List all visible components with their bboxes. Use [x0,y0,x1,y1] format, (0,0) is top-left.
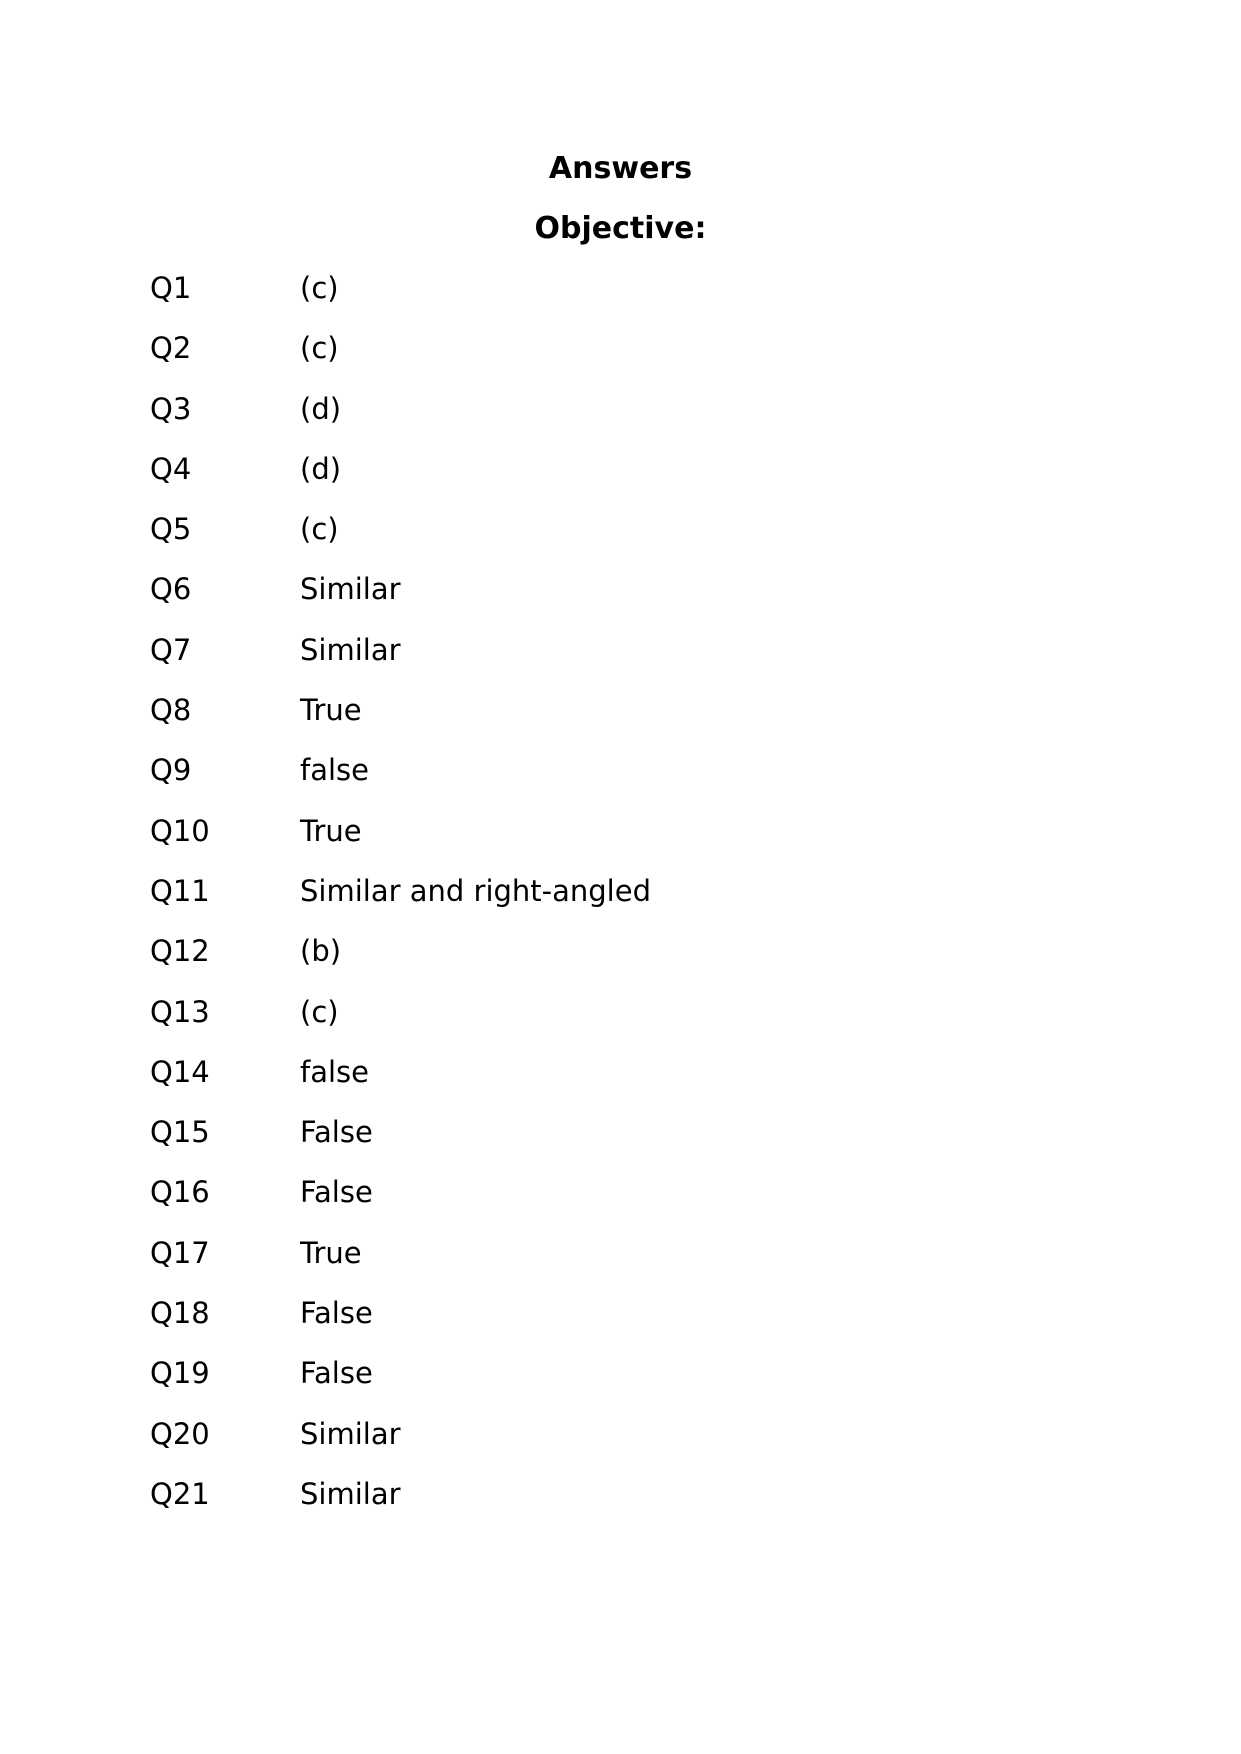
question-number: Q8 [150,693,192,728]
question-number: Q1 [150,271,192,305]
page-title: Answers [548,151,693,186]
answer-value: (c) [300,271,339,305]
answer-row [0,630,1241,690]
question-number: Q9 [150,753,192,788]
question-number: Q3 [150,391,192,426]
section-heading: Objective: [534,211,707,246]
question-number: Q15 [150,1115,210,1150]
answer-row [0,750,1241,810]
question-number: Q13 [150,994,210,1029]
answer-value: Similar [300,1416,401,1451]
answer-value: Similar [300,632,401,667]
answer-value: (c) [300,994,339,1029]
question-number: Q18 [150,1296,210,1331]
answer-value: (c) [300,331,339,366]
answer-row [0,1052,1241,1112]
question-number: Q4 [150,451,192,486]
question-number: Q5 [150,512,192,547]
question-number: Q12 [150,934,210,969]
answer-row [0,871,1241,931]
answer-value: False [300,1175,373,1210]
answer-value: Similar [300,1476,401,1511]
question-number: Q2 [150,331,192,366]
answer-row [0,509,1241,569]
answer-row [0,328,1241,388]
question-number: Q10 [150,813,210,848]
answer-row [0,1233,1241,1293]
answer-row [0,1172,1241,1232]
question-number: Q16 [150,1175,210,1210]
answer-row [0,1414,1241,1474]
answer-value: True [300,693,362,728]
answer-row [0,811,1241,871]
answer-row [0,931,1241,991]
answer-value: False [300,1115,373,1150]
question-number: Q14 [150,1054,210,1089]
question-number: Q17 [150,1235,210,1270]
answer-row [0,449,1241,509]
answer-row [0,569,1241,629]
answer-value: (c) [300,512,339,547]
question-number: Q19 [150,1356,210,1391]
answer-value: True [300,813,362,848]
answer-row [0,389,1241,449]
answer-row [0,992,1241,1052]
question-number: Q21 [150,1476,210,1511]
answer-row [0,1112,1241,1172]
answer-value: (b) [300,934,342,969]
answer-value: True [300,1235,362,1270]
answer-value: Similar [300,572,401,607]
answer-row [0,268,1241,328]
question-number: Q20 [150,1416,210,1451]
answers-list [0,268,1241,1534]
answer-value: Similar and right-angled [300,873,651,908]
answer-value: (d) [300,391,342,426]
answer-value: false [300,1054,369,1089]
answer-row [0,1474,1241,1534]
answer-value: False [300,1296,373,1331]
answer-value: False [300,1356,373,1391]
question-number: Q6 [150,572,192,607]
question-number: Q11 [150,873,210,908]
answer-row [0,690,1241,750]
answer-value: (d) [300,451,342,486]
answer-value: false [300,753,369,788]
answer-row [0,1353,1241,1413]
answer-row [0,1293,1241,1353]
question-number: Q7 [150,632,192,667]
